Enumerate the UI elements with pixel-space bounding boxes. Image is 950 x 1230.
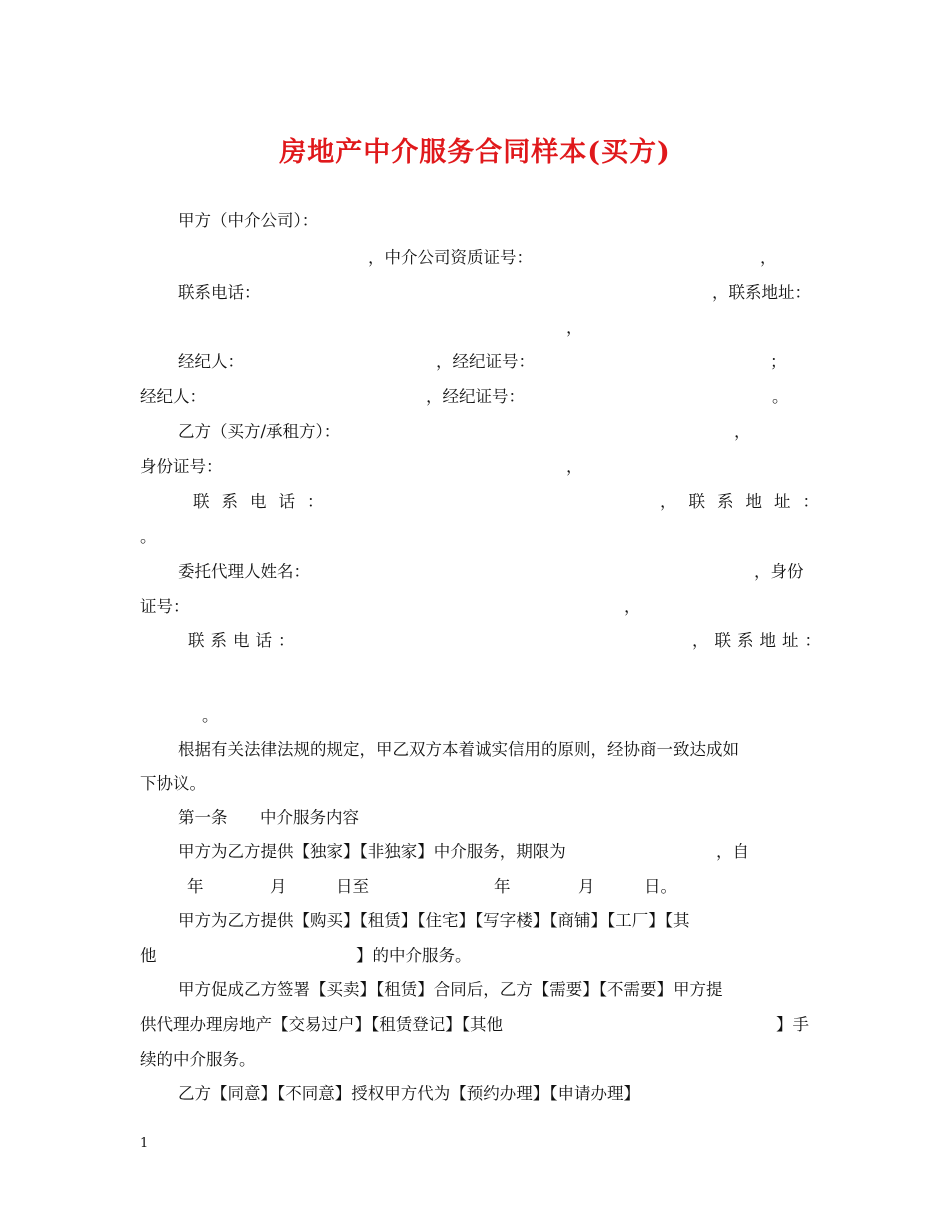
paragraph-intro: 根据有关法律法规的规定，甲乙双方本着诚实信用的原则，经协商一致达成如: [178, 740, 739, 759]
date-year-2: 年: [494, 877, 511, 896]
comma: ，: [566, 318, 583, 337]
article-title: 中介服务内容: [260, 808, 359, 827]
phone-label: 联系电话：: [178, 283, 261, 302]
address-label-b: ，联系地址：: [660, 492, 831, 511]
comma: ，: [734, 422, 751, 441]
date-day-to: 日至: [336, 877, 369, 896]
address-label: ，联系地址：: [712, 283, 811, 302]
agent-label-2: 经纪人：: [140, 387, 206, 406]
license-label: ，中介公司资质证号：: [368, 248, 533, 267]
service-term-text: 甲方为乙方提供【独家】【非独家】中介服务，期限为: [178, 842, 566, 861]
proxy-id-label: ，身份: [754, 562, 804, 581]
phone-label-proxy: 联系电话：: [188, 631, 301, 650]
comma: ，: [624, 597, 641, 616]
agency-paragraph-bracket: 】手: [776, 1015, 809, 1034]
comma: ，: [566, 457, 583, 476]
phone-label-b: 联系电话：: [193, 492, 336, 511]
proxy-name-label: 委托代理人姓名：: [178, 562, 310, 581]
agent-cert-label: ，经纪证号：: [436, 352, 535, 371]
date-day-2: 日。: [644, 877, 677, 896]
period: 。: [772, 387, 789, 406]
date-month: 月: [270, 877, 287, 896]
document-title: 房地产中介服务合同样本(买方): [279, 137, 671, 168]
page-number: 1: [140, 1136, 149, 1151]
agent-label: 经纪人：: [178, 352, 244, 371]
service-type-text: 甲方为乙方提供【购买】【租赁】【住宅】【写字楼】【商铺】【工厂】【其: [178, 911, 690, 930]
service-type-end: 】的中介服务。: [356, 946, 472, 965]
comma: ，: [760, 248, 777, 267]
authorization-paragraph: 乙方【同意】【不同意】授权甲方代为【预约办理】【申请办理】: [178, 1084, 640, 1103]
semicolon: ；: [770, 352, 787, 371]
paragraph-intro-cont: 下协议。: [140, 774, 206, 793]
address-label-proxy: ，联系地址：: [692, 631, 827, 650]
id-label-cont: 证号：: [140, 597, 190, 616]
service-term-from: ，自: [716, 842, 749, 861]
date-month-2: 月: [578, 877, 595, 896]
party-a-heading: 甲方（中介公司）：: [178, 211, 319, 230]
party-b-heading: 乙方（买方/承租方）：: [178, 422, 341, 441]
date-year: 年: [187, 877, 204, 896]
agency-paragraph-end: 续的中介服务。: [140, 1050, 256, 1069]
service-type-other: 他: [140, 946, 157, 965]
agent-cert-label-2: ，经纪证号：: [426, 387, 525, 406]
period: 。: [140, 527, 157, 546]
agency-paragraph: 甲方促成乙方签署【买卖】【租赁】合同后，乙方【需要】【不需要】甲方提: [178, 980, 723, 999]
article-number: 第一条: [178, 808, 228, 827]
period: 。: [202, 706, 219, 725]
id-label: 身份证号：: [140, 457, 223, 476]
agency-paragraph-cont: 供代理办理房地产【交易过户】【租赁登记】【其他: [140, 1015, 503, 1034]
